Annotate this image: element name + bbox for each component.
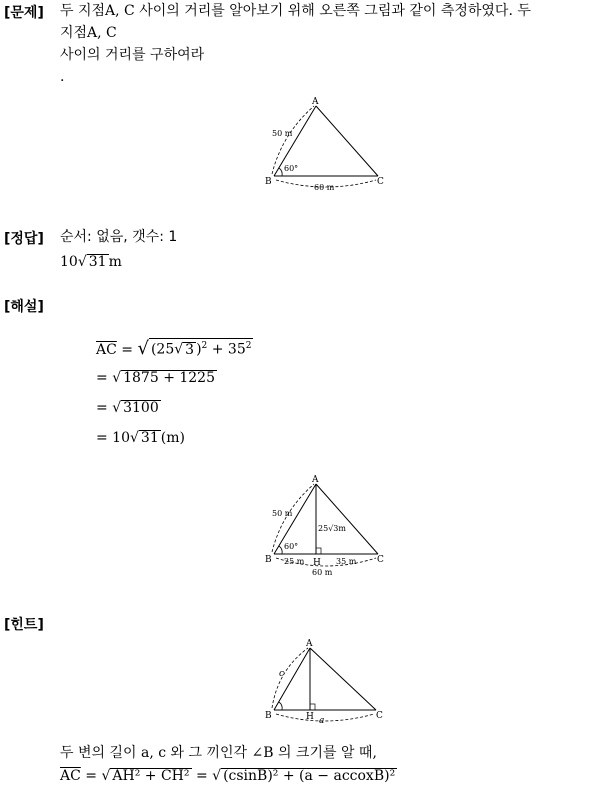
fig2-label-b: B xyxy=(265,555,272,565)
equals: = xyxy=(80,768,102,784)
radicand-3: 3100 xyxy=(123,400,159,416)
fig2-ab-length: 50 m xyxy=(272,509,293,518)
radicand-2: 1875 + 1225 xyxy=(123,370,215,386)
fig3-label-c: C xyxy=(376,711,383,721)
radical-1: (25√ 3 )$^2 + 35^2$ xyxy=(149,338,254,358)
explanation-line-1: $\overline{AC}$ = √ (25√ 3 )$^2 + 35^2$ xyxy=(96,338,252,359)
fig2-hc-length: 35 m xyxy=(336,557,357,566)
equals: = xyxy=(96,370,113,386)
exp-1: 2 xyxy=(201,341,208,352)
answer-value: 10√ 31 m xyxy=(60,254,122,270)
ac-segment: $\overline{AC}$ xyxy=(96,342,117,358)
answer-unit: m xyxy=(108,254,122,270)
explanation-tag: [해설] xyxy=(4,299,44,315)
triangle-figure-3 xyxy=(262,634,392,726)
fig3-label-a: A xyxy=(306,639,313,649)
triangle-figure-2 xyxy=(262,474,392,582)
fig2-label-a: A xyxy=(312,475,319,485)
fig2-ah-length: 25√3m xyxy=(318,524,346,533)
hint-formula: $\overline{AC}$ = √ AH² + CH² = √ (csinB)² + (a − accoxB)² xyxy=(60,768,396,784)
equals: = xyxy=(116,342,138,358)
fig2-bh-length: 25 m xyxy=(284,557,305,566)
fig1-ab-length: 50 m xyxy=(272,129,293,138)
problem-line-3: 사이의 거리를 구하여라 xyxy=(60,47,205,63)
problem-line-2: 지점A, C xyxy=(60,25,117,41)
fig2-angle: 60° xyxy=(284,542,299,551)
radicand-ah-ch: AH² + CH² xyxy=(112,768,190,784)
problem-text xyxy=(60,2,590,86)
answer-meta: 순서: 없음, 갯수: 1 xyxy=(60,229,178,245)
problem-line-4: . xyxy=(60,69,65,85)
fig2-label-c: C xyxy=(377,555,384,565)
radicand-4: 31 xyxy=(140,430,159,446)
term-b: ) xyxy=(196,342,202,358)
ah-unit: m xyxy=(338,524,346,533)
answer-radicand: 31 xyxy=(88,254,107,270)
exp-2: 2 xyxy=(245,341,252,352)
equals-2: = xyxy=(191,768,213,784)
fig1-label-c: C xyxy=(377,177,384,187)
ah-rad: 3 xyxy=(333,524,339,533)
problem-line-1: 두 지점A, C 사이의 거리를 알아보기 위해 오른쪽 그림과 같이 측정하였다. 두 xyxy=(60,3,531,19)
fig1-label-a: A xyxy=(312,97,319,107)
fig3-label-b: B xyxy=(265,711,272,721)
ah-coef: 25 xyxy=(318,524,329,533)
term-c: + 35 xyxy=(207,342,246,358)
fig3-label-h: H xyxy=(306,712,314,722)
hint-text: 두 변의 길이 a, c 와 그 끼인각 ∠B 의 크기를 알 때, xyxy=(60,745,377,761)
unit: (m) xyxy=(160,430,185,446)
explanation-line-4: = 10√ 31 (m) xyxy=(96,430,185,446)
fig3-side-a: a xyxy=(319,716,325,726)
ac-segment: $\overline{AC}$ xyxy=(60,768,81,784)
explanation-line-2: = √ 1875 + 1225 xyxy=(96,370,215,386)
inner-radicand: 3 xyxy=(185,342,195,358)
fig2-bc-length: 60 m xyxy=(312,568,333,577)
answer-coef: 10 xyxy=(60,254,78,270)
problem-tag: [문제] xyxy=(4,5,44,21)
term-a: (25 xyxy=(150,342,175,358)
fig1-angle: 60° xyxy=(284,164,299,173)
triangle-figure-1 xyxy=(262,94,392,194)
answer-tag: [정답] xyxy=(4,231,44,247)
equals-coef: = 10 xyxy=(96,430,130,446)
equals: = xyxy=(96,400,113,416)
fig1-bc-length: 60 m xyxy=(314,183,335,192)
fig3-side-c: c xyxy=(279,669,285,679)
radicand-trig: (csinB)² + (a − accoxB)² xyxy=(223,768,396,784)
fig1-label-b: B xyxy=(265,177,272,187)
explanation-line-3: = √ 3100 xyxy=(96,400,159,416)
hint-tag: [힌트] xyxy=(4,617,44,633)
fig2-label-h: H xyxy=(313,558,321,568)
